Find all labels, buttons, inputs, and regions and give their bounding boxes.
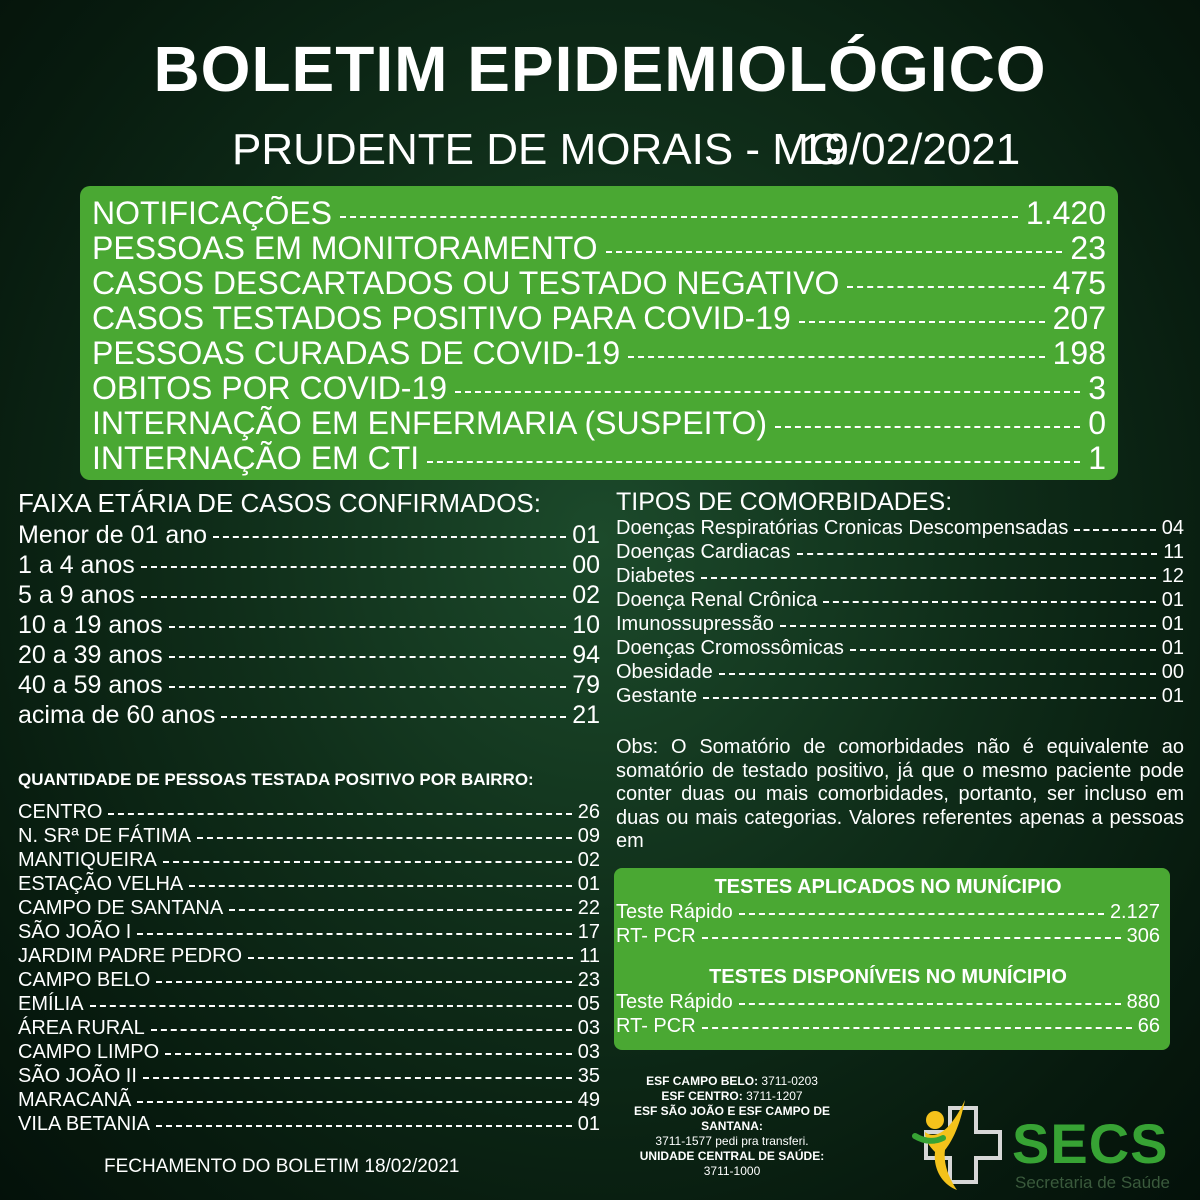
age-row-value: 21 xyxy=(572,701,600,729)
age-row-label: Menor de 01 ano xyxy=(18,521,208,549)
dotted-leader xyxy=(628,356,1044,358)
contact-label: ESF CENTRO: xyxy=(661,1089,743,1103)
dotted-leader xyxy=(847,286,1044,288)
summary-row-label: OBITOS POR COVID-19 xyxy=(92,371,448,406)
comorbidity-row-value: 01 xyxy=(1161,613,1184,635)
comorbidities-heading: TIPOS DE COMORBIDADES: xyxy=(616,488,953,516)
age-row xyxy=(18,550,600,580)
bairro-row-label: MANTIQUEIRA xyxy=(18,849,157,871)
dotted-leader xyxy=(719,673,1156,675)
summary-row-value: 198 xyxy=(1052,336,1106,371)
comorbidity-row-label: Gestante xyxy=(616,685,698,707)
summary-row xyxy=(92,406,1106,441)
dotted-leader xyxy=(455,391,1080,393)
comorbidity-row xyxy=(616,612,1184,636)
tests-available-row-value: 66 xyxy=(1137,1015,1160,1037)
figure-head-icon xyxy=(926,1111,944,1129)
dotted-leader xyxy=(850,649,1156,651)
tests-available-row-label: RT- PCR xyxy=(616,1015,696,1037)
summary-row xyxy=(92,231,1106,266)
date-subtitle: 19/02/2021 xyxy=(800,125,1021,174)
dotted-leader xyxy=(248,957,573,959)
bairro-row-value: 05 xyxy=(577,993,600,1015)
dotted-leader xyxy=(169,656,567,658)
dotted-leader xyxy=(137,1101,571,1103)
dotted-leader xyxy=(427,461,1080,463)
dotted-leader xyxy=(702,1027,1132,1029)
comorbidity-row-label: Doença Renal Crônica xyxy=(616,589,818,611)
bairro-row-label: ESTAÇÃO VELHA xyxy=(18,873,184,895)
dotted-leader xyxy=(702,937,1121,939)
comorbidity-row-value: 11 xyxy=(1163,541,1184,563)
bairro-row xyxy=(18,848,600,872)
bairro-row xyxy=(18,992,600,1016)
age-row-label: 5 a 9 anos xyxy=(18,581,135,609)
tests-applied-row-value: 306 xyxy=(1126,925,1160,947)
bairro-row-value: 01 xyxy=(577,873,600,895)
dotted-leader xyxy=(703,697,1156,699)
age-row-label: 40 a 59 anos xyxy=(18,671,163,699)
comorbidity-row xyxy=(616,588,1184,612)
summary-row-label: INTERNAÇÃO EM ENFERMARIA (SUSPEITO) xyxy=(92,406,768,441)
page-title: BOLETIM EPIDEMIOLÓGICO xyxy=(153,33,1047,105)
age-row xyxy=(18,700,600,730)
contact-label: ESF CAMPO BELO: xyxy=(646,1074,759,1088)
bairro-row-value: 26 xyxy=(577,801,600,823)
age-row xyxy=(18,520,600,550)
bairro-row-label: CAMPO LIMPO xyxy=(18,1041,160,1063)
tests-applied-list xyxy=(616,900,1160,948)
age-row-value: 01 xyxy=(572,521,600,549)
dotted-leader xyxy=(213,536,566,538)
comorbidity-row-label: Doenças Respiratórias Cronicas Descompensadas xyxy=(616,517,1069,539)
dotted-leader xyxy=(169,686,567,688)
bairro-row xyxy=(18,1040,600,1064)
dotted-leader xyxy=(701,577,1156,579)
contact-label: ESF SÃO JOÃO E ESF CAMPO DE SANTANA: xyxy=(633,1104,831,1133)
summary-row xyxy=(92,371,1106,406)
summary-row-value: 23 xyxy=(1070,231,1106,266)
bairro-row xyxy=(18,872,600,896)
dotted-leader xyxy=(189,885,572,887)
age-row-value: 02 xyxy=(572,581,600,609)
tests-applied-heading: TESTES APLICADOS NO MUNÍCIPIO xyxy=(714,876,1062,898)
dotted-leader xyxy=(156,1125,572,1127)
bairro-row-value: 02 xyxy=(577,849,600,871)
bairro-list xyxy=(18,800,600,1136)
dotted-leader xyxy=(169,626,567,628)
bairro-row-label: SÃO JOÃO II xyxy=(18,1065,137,1087)
comorbidity-row-value: 01 xyxy=(1161,589,1184,611)
dotted-leader xyxy=(797,553,1158,555)
bairro-row-value: 09 xyxy=(577,825,600,847)
dotted-leader xyxy=(823,601,1156,603)
dotted-leader xyxy=(775,426,1080,428)
age-row-value: 10 xyxy=(572,611,600,639)
closing-date: FECHAMENTO DO BOLETIM 18/02/2021 xyxy=(104,1156,460,1177)
age-row xyxy=(18,670,600,700)
contact-phone: 3711-0203 xyxy=(761,1074,818,1088)
tests-available-heading: TESTES DISPONÍVEIS NO MUNÍCIPIO xyxy=(709,966,1067,988)
age-row-value: 00 xyxy=(572,551,600,579)
dotted-leader xyxy=(90,1005,572,1007)
bairro-row xyxy=(18,944,600,968)
bairro-row-label: ÁREA RURAL xyxy=(18,1017,145,1039)
comorbidities-list xyxy=(616,516,1184,708)
dotted-leader xyxy=(165,1053,572,1055)
bairro-row xyxy=(18,896,600,920)
bairro-row-value: 49 xyxy=(577,1089,600,1111)
dotted-leader xyxy=(799,321,1045,323)
bairro-row xyxy=(18,1064,600,1088)
bairro-row-value: 23 xyxy=(577,969,600,991)
tests-available-row-value: 880 xyxy=(1126,991,1160,1013)
summary-row-label: PESSOAS CURADAS DE COVID-19 xyxy=(92,336,621,371)
age-row xyxy=(18,580,600,610)
bairro-row xyxy=(18,1112,600,1136)
bairro-row-value: 22 xyxy=(577,897,600,919)
summary-row-value: 207 xyxy=(1052,301,1106,336)
dotted-leader xyxy=(197,837,572,839)
comorbidity-row-label: Imunossupressão xyxy=(616,613,774,635)
tests-applied-row xyxy=(616,924,1160,948)
summary-row-value: 0 xyxy=(1088,406,1106,441)
bairro-row-label: CENTRO xyxy=(18,801,103,823)
dotted-leader xyxy=(151,1029,572,1031)
age-row xyxy=(18,610,600,640)
dotted-leader xyxy=(340,216,1018,218)
bairro-row-label: CAMPO BELO xyxy=(18,969,151,991)
comorbidity-row-label: Doenças Cromossômicas xyxy=(616,637,844,659)
summary-row-label: CASOS TESTADOS POSITIVO PARA COVID-19 xyxy=(92,301,791,336)
bairro-row xyxy=(18,920,600,944)
dotted-leader xyxy=(739,913,1104,915)
age-heading: FAIXA ETÁRIA DE CASOS CONFIRMADOS: xyxy=(18,488,541,518)
summary-row xyxy=(92,301,1106,336)
bairro-row-value: 01 xyxy=(577,1113,600,1135)
bairro-row-value: 11 xyxy=(579,945,600,967)
contact-label: UNIDADE CENTRAL DE SAÚDE: xyxy=(639,1149,825,1163)
comorbidity-row-label: Obesidade xyxy=(616,661,713,683)
summary-row-value: 3 xyxy=(1088,371,1106,406)
dotted-leader xyxy=(137,933,571,935)
comorbidity-row xyxy=(616,684,1184,708)
tests-applied-row-label: Teste Rápido xyxy=(616,901,733,923)
bairro-row-label: N. SRª DE FÁTIMA xyxy=(18,825,191,847)
summary-row-label: NOTIFICAÇÕES xyxy=(92,196,333,231)
logo-subtitle: Secretaria de Saúde xyxy=(1015,1173,1170,1192)
age-row xyxy=(18,640,600,670)
age-row-value: 94 xyxy=(572,641,600,669)
bairro-heading: QUANTIDADE DE PESSOAS TESTADA POSITIVO POR BAIRRO: xyxy=(18,770,534,789)
dotted-leader xyxy=(221,716,566,718)
comorbidity-row xyxy=(616,516,1184,540)
summary-row-value: 1.420 xyxy=(1025,196,1106,231)
summary-row-value: 475 xyxy=(1052,266,1106,301)
contact-phone: 3711-1000 xyxy=(703,1164,761,1178)
summary-row-label: INTERNAÇÃO EM CTI xyxy=(92,441,420,476)
tests-available-row xyxy=(616,990,1160,1014)
comorbidity-row xyxy=(616,564,1184,588)
dotted-leader xyxy=(1074,529,1155,531)
dotted-leader xyxy=(143,1077,572,1079)
bairro-row-value: 03 xyxy=(577,1041,600,1063)
contact-phone: 3711-1577 pedi pra transferi. xyxy=(655,1134,809,1148)
bairro-row-label: EMÍLIA xyxy=(18,993,84,1015)
summary-panel xyxy=(80,186,1118,480)
bairro-row xyxy=(18,968,600,992)
comorbidity-row xyxy=(616,660,1184,684)
dotted-leader xyxy=(739,1003,1121,1005)
tests-available-row xyxy=(616,1014,1160,1038)
bairro-row-label: JARDIM PADRE PEDRO xyxy=(18,945,243,967)
contact-phone: 3711-1207 xyxy=(746,1089,803,1103)
comorbidity-row-value: 00 xyxy=(1161,661,1184,683)
bairro-row-value: 17 xyxy=(577,921,600,943)
bairro-row-value: 35 xyxy=(577,1065,600,1087)
obs-note: Obs: O Somatório de comorbidades não é equivalente ao somatório de testado positivo, já que o mesmo paciente pode conter duas ou mais comorbidades, portanto, ser incluso em duas ou mais categorias. Valores referentes apenas a pessoas em xyxy=(616,736,1184,852)
summary-row-value: 1 xyxy=(1088,441,1106,476)
age-list xyxy=(18,520,600,730)
bairro-row xyxy=(18,800,600,824)
comorbidity-row-value: 12 xyxy=(1161,565,1184,587)
age-row-label: 20 a 39 anos xyxy=(18,641,163,669)
comorbidity-row xyxy=(616,540,1184,564)
summary-row-label: PESSOAS EM MONITORAMENTO xyxy=(92,231,598,266)
bairro-row-label: CAMPO DE SANTANA xyxy=(18,897,224,919)
dotted-leader xyxy=(141,596,566,598)
comorbidity-row-value: 01 xyxy=(1161,637,1184,659)
tests-panel xyxy=(614,868,1170,1050)
bairro-row xyxy=(18,1088,600,1112)
comorbidity-row xyxy=(616,636,1184,660)
bairro-row xyxy=(18,1016,600,1040)
summary-row-label: CASOS DESCARTADOS OU TESTADO NEGATIVO xyxy=(92,266,840,301)
dotted-leader xyxy=(156,981,571,983)
comorbidity-row-value: 01 xyxy=(1161,685,1184,707)
bairro-row xyxy=(18,824,600,848)
logo-name: SECS xyxy=(1012,1112,1169,1175)
dotted-leader xyxy=(780,625,1156,627)
tests-available-row-label: Teste Rápido xyxy=(616,991,733,1013)
tests-applied-row-label: RT- PCR xyxy=(616,925,696,947)
bairro-row-label: MARACANÃ xyxy=(18,1089,132,1111)
contacts-block xyxy=(612,1074,852,1179)
tests-applied-row xyxy=(616,900,1160,924)
age-row-value: 79 xyxy=(572,671,600,699)
tests-applied-row-value: 2.127 xyxy=(1109,901,1160,923)
tests-available-list xyxy=(616,990,1160,1038)
age-row-label: 10 a 19 anos xyxy=(18,611,163,639)
summary-row xyxy=(92,441,1106,476)
place-subtitle: PRUDENTE DE MORAIS - MG xyxy=(232,125,844,174)
comorbidity-row-label: Doenças Cardiacas xyxy=(616,541,791,563)
summary-row xyxy=(92,266,1106,301)
comorbidity-row-label: Diabetes xyxy=(616,565,695,587)
bairro-row-value: 03 xyxy=(577,1017,600,1039)
dotted-leader xyxy=(108,813,571,815)
bairro-row-label: SÃO JOÃO I xyxy=(18,921,132,943)
dotted-leader xyxy=(141,566,566,568)
bairro-row-label: VILA BETANIA xyxy=(18,1113,150,1135)
comorbidity-row-value: 04 xyxy=(1161,517,1184,539)
dotted-leader xyxy=(606,251,1063,253)
age-row-label: acima de 60 anos xyxy=(18,701,216,729)
summary-row xyxy=(92,196,1106,231)
summary-row xyxy=(92,336,1106,371)
dotted-leader xyxy=(163,861,572,863)
dotted-leader xyxy=(229,909,572,911)
age-row-label: 1 a 4 anos xyxy=(18,551,135,579)
